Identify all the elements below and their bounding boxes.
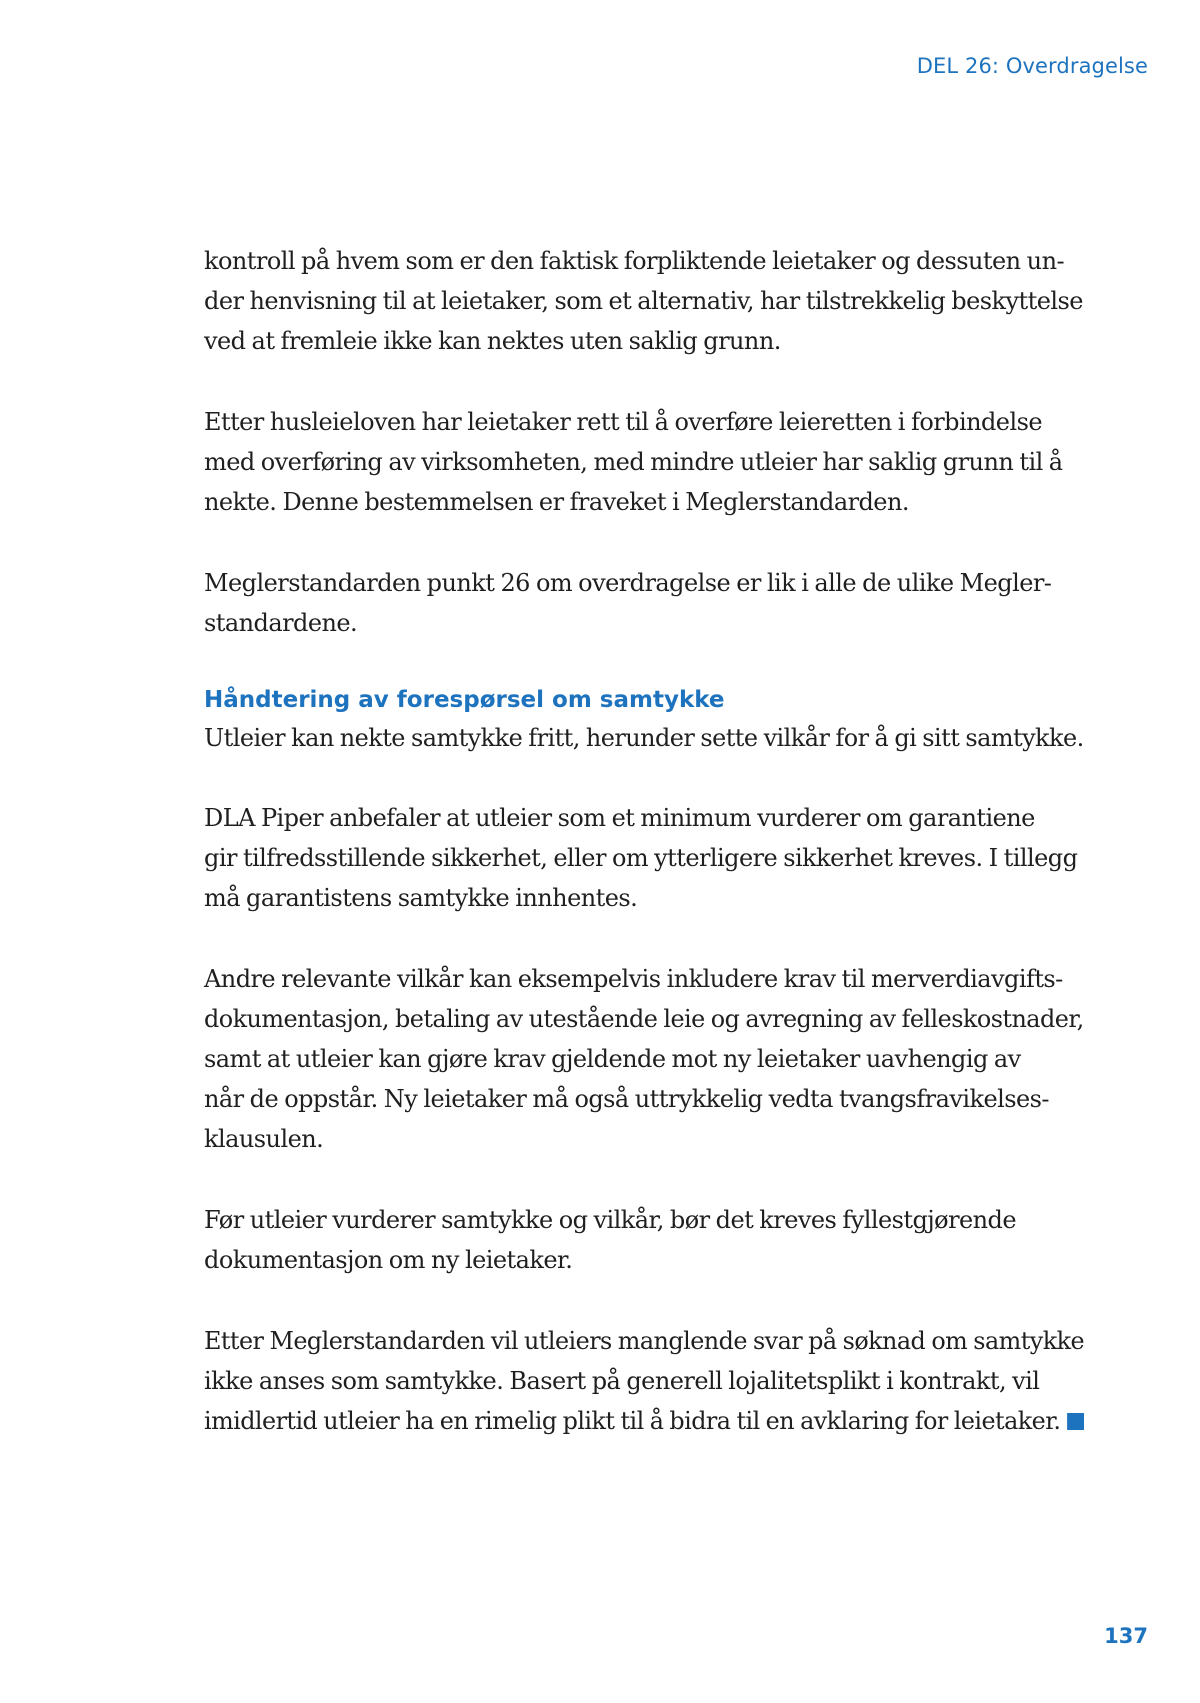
- text-line: Utleier kan nekte samtykke fritt, herunder sette vilkår for å gi sitt samtykke.: [204, 724, 1084, 752]
- text-line: gir tilfredsstillende sikkerhet, eller om ytterligere sikkerhet kreves. I tillegg: [204, 844, 1078, 872]
- paragraph-1: [204, 241, 1084, 361]
- text-line: ved at fremleie ikke kan nektes uten saklig grunn.: [204, 327, 781, 355]
- page-body: [204, 241, 1084, 1482]
- text-line: dokumentasjon om ny leietaker.: [204, 1246, 573, 1274]
- page-number: 137: [1104, 1624, 1148, 1648]
- paragraph-6: [204, 1200, 1084, 1280]
- text-line: nekte. Denne bestemmelsen er fraveket i Meglerstandarden.: [204, 488, 909, 516]
- text-line: Etter husleieloven har leietaker rett til å overføre leieretten i forbindelse: [204, 408, 1043, 436]
- paragraph-7: [204, 1321, 1084, 1441]
- text-line-final: [204, 1401, 1084, 1441]
- text-line-final-content: imidlertid utleier ha en rimelig plikt til å bidra til en avklaring for leietaker.: [204, 1407, 1061, 1435]
- paragraph-3: [204, 563, 1084, 643]
- end-of-article-square-icon: [1067, 1413, 1084, 1430]
- text-line: kontroll på hvem som er den faktisk forpliktende leietaker og dessuten un-: [204, 247, 1065, 275]
- text-line: der henvisning til at leietaker, som et alternativ, har tilstrekkelig beskyttelse: [204, 287, 1083, 315]
- text-line: dokumentasjon, betaling av utestående leie og avregning av felleskostnader,: [204, 1005, 1084, 1033]
- text-line: samt at utleier kan gjøre krav gjeldende mot ny leietaker uavhengig av: [204, 1045, 1021, 1073]
- paragraph-4: [204, 798, 1084, 918]
- paragraph-5: [204, 959, 1084, 1159]
- text-line: klausulen.: [204, 1125, 324, 1153]
- text-line: med overføring av virksomheten, med mindre utleier har saklig grunn til å: [204, 448, 1063, 476]
- consent-section: [204, 682, 1084, 758]
- text-line: Før utleier vurderer samtykke og vilkår, bør det kreves fyllestgjørende: [204, 1206, 1017, 1234]
- text-line: standardene.: [204, 609, 358, 637]
- text-line: når de oppstår. Ny leietaker må også uttrykkelig vedta tvangsfravikelses-: [204, 1085, 1049, 1113]
- text-line: må garantistens samtykke innhentes.: [204, 884, 638, 912]
- text-line: DLA Piper anbefaler at utleier som et minimum vurderer om garantiene: [204, 804, 1035, 832]
- running-header: DEL 26: Overdragelse: [916, 54, 1148, 78]
- text-line: Meglerstandarden punkt 26 om overdragelse er lik i alle de ulike Megler-: [204, 569, 1052, 597]
- text-line: ikke anses som samtykke. Basert på generell lojalitetsplikt i kontrakt, vil: [204, 1367, 1040, 1395]
- paragraph-2: [204, 402, 1084, 522]
- text-line: Etter Meglerstandarden vil utleiers manglende svar på søknad om samtykke: [204, 1327, 1085, 1355]
- section-heading: Håndtering av forespørsel om samtykke: [204, 687, 725, 713]
- text-line: Andre relevante vilkår kan eksempelvis inkludere krav til merverdiavgifts-: [204, 965, 1063, 993]
